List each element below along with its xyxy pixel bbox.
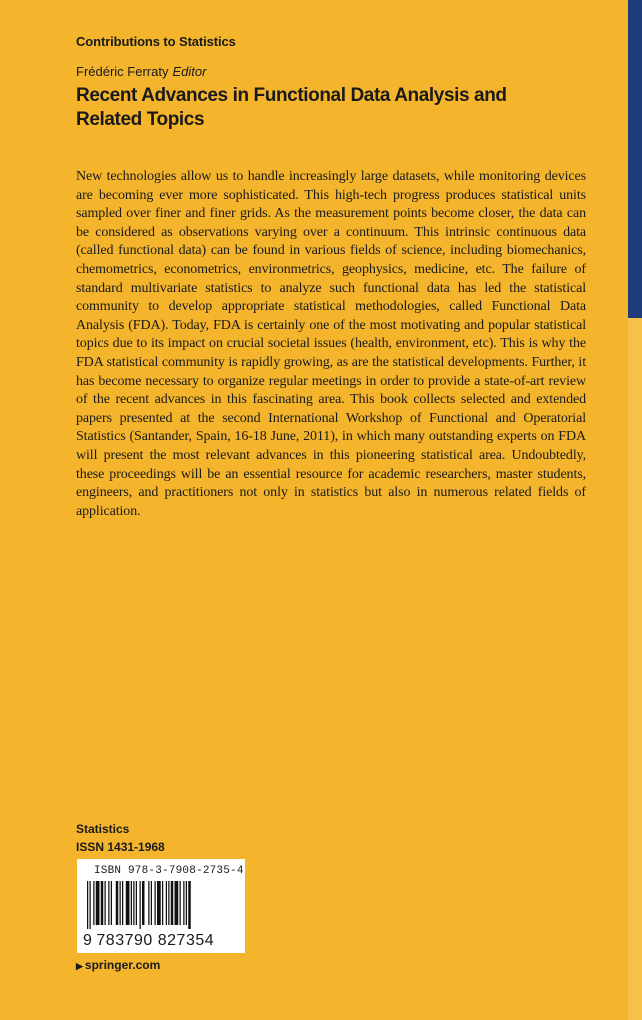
barcode-bar [87, 881, 88, 929]
barcode-bar [105, 881, 106, 925]
barcode-bar [96, 881, 100, 925]
barcode-bar [120, 881, 121, 925]
barcode-first-digit: 9 [83, 932, 93, 949]
spine-color-band [628, 0, 642, 318]
book-description: New technologies allow us to handle increasingly large datasets, while monitoring devices are becoming ever more sophisticated. This high-tech progress produces statistical units sampled over finer and finer grids. As the measurement points become closer, the data can be considered as observations varying over a continuum. This intrinsic continuous data (called functional data) can be found in various fields of science, including biomechanics, chemometrics, econometrics, environmetrics, geophysics, medicine, etc. The failure of standard multivariate statistics to analyze such functional data has led the statistical community to develop appropriate statistical methodologies, called Functional Data Analysis (FDA). Today, FDA is certainly one of the most motivating and popular statistical topics due to its impact on crucial societal issues (health, environment, etc). This is why the FDA statistical community is rapidly growing, as are the statistical developments. Further, it has become necessary to organize regular meetings in order to provide a state-of-art review of the recent advances in this fascinating area. This book collects selected and extended papers presented at the second International Workshop of Functional and Operatorial Statistics (Santander, Spain, 16-18 June, 2011), in which many outstanding experts on FDA will present the most relevant advances in this pioneering statistical area. Undoubtedly, these proceedings will be an essential resource for academic researchers, master students, engineers, and practitioners not only in statistics but also in numerous related fields of application. [76, 169, 586, 519]
barcode-bar [133, 881, 134, 925]
barcode-bar [90, 881, 91, 929]
barcode-bar [155, 881, 156, 925]
barcode-bar [111, 881, 112, 925]
barcode-bar [126, 881, 130, 925]
isbn-label: ISBN 978-3-7908-2735-4 [94, 865, 244, 877]
barcode-bar [142, 881, 145, 925]
barcode-bar [116, 881, 119, 925]
barcode-bar [168, 881, 169, 925]
barcode-digits [83, 932, 214, 950]
barcode-bar [157, 881, 161, 925]
isbn-barcode [77, 859, 245, 953]
barcode-bar [188, 881, 191, 929]
barcode-bar [175, 881, 179, 925]
publisher-link[interactable] [76, 958, 160, 972]
barcode-bar [136, 881, 137, 925]
book-title: Recent Advances in Functional Data Analysis and Related Topics [76, 85, 507, 130]
series-name: Contributions to Statistics [76, 34, 236, 49]
barcode-bar [131, 881, 132, 925]
issn-number: ISSN 1431-1968 [76, 840, 165, 854]
barcode-bar [186, 881, 187, 925]
editor-line [76, 64, 206, 79]
barcode-bar [162, 881, 163, 925]
barcode-bar [93, 881, 94, 925]
triangle-right-icon: ▶ [76, 961, 83, 971]
barcode-digit-groups: 783790 827354 [96, 932, 215, 949]
spine-edge [628, 318, 642, 1020]
barcode-bar [101, 881, 104, 925]
barcode-bar [171, 881, 174, 925]
barcode-bar [183, 881, 184, 925]
barcode-bar [140, 881, 141, 929]
barcode-bar [151, 881, 152, 925]
editor-name: Frédéric Ferraty [76, 64, 169, 79]
barcode-bars [87, 881, 235, 929]
editor-role: Editor [172, 64, 207, 79]
barcode-bar [148, 881, 149, 925]
publisher-url: springer.com [84, 958, 161, 972]
subject-category: Statistics [76, 822, 130, 836]
barcode-bar [122, 881, 123, 925]
barcode-bar [108, 881, 109, 925]
barcode-bar [180, 881, 181, 925]
barcode-bar [166, 881, 167, 925]
